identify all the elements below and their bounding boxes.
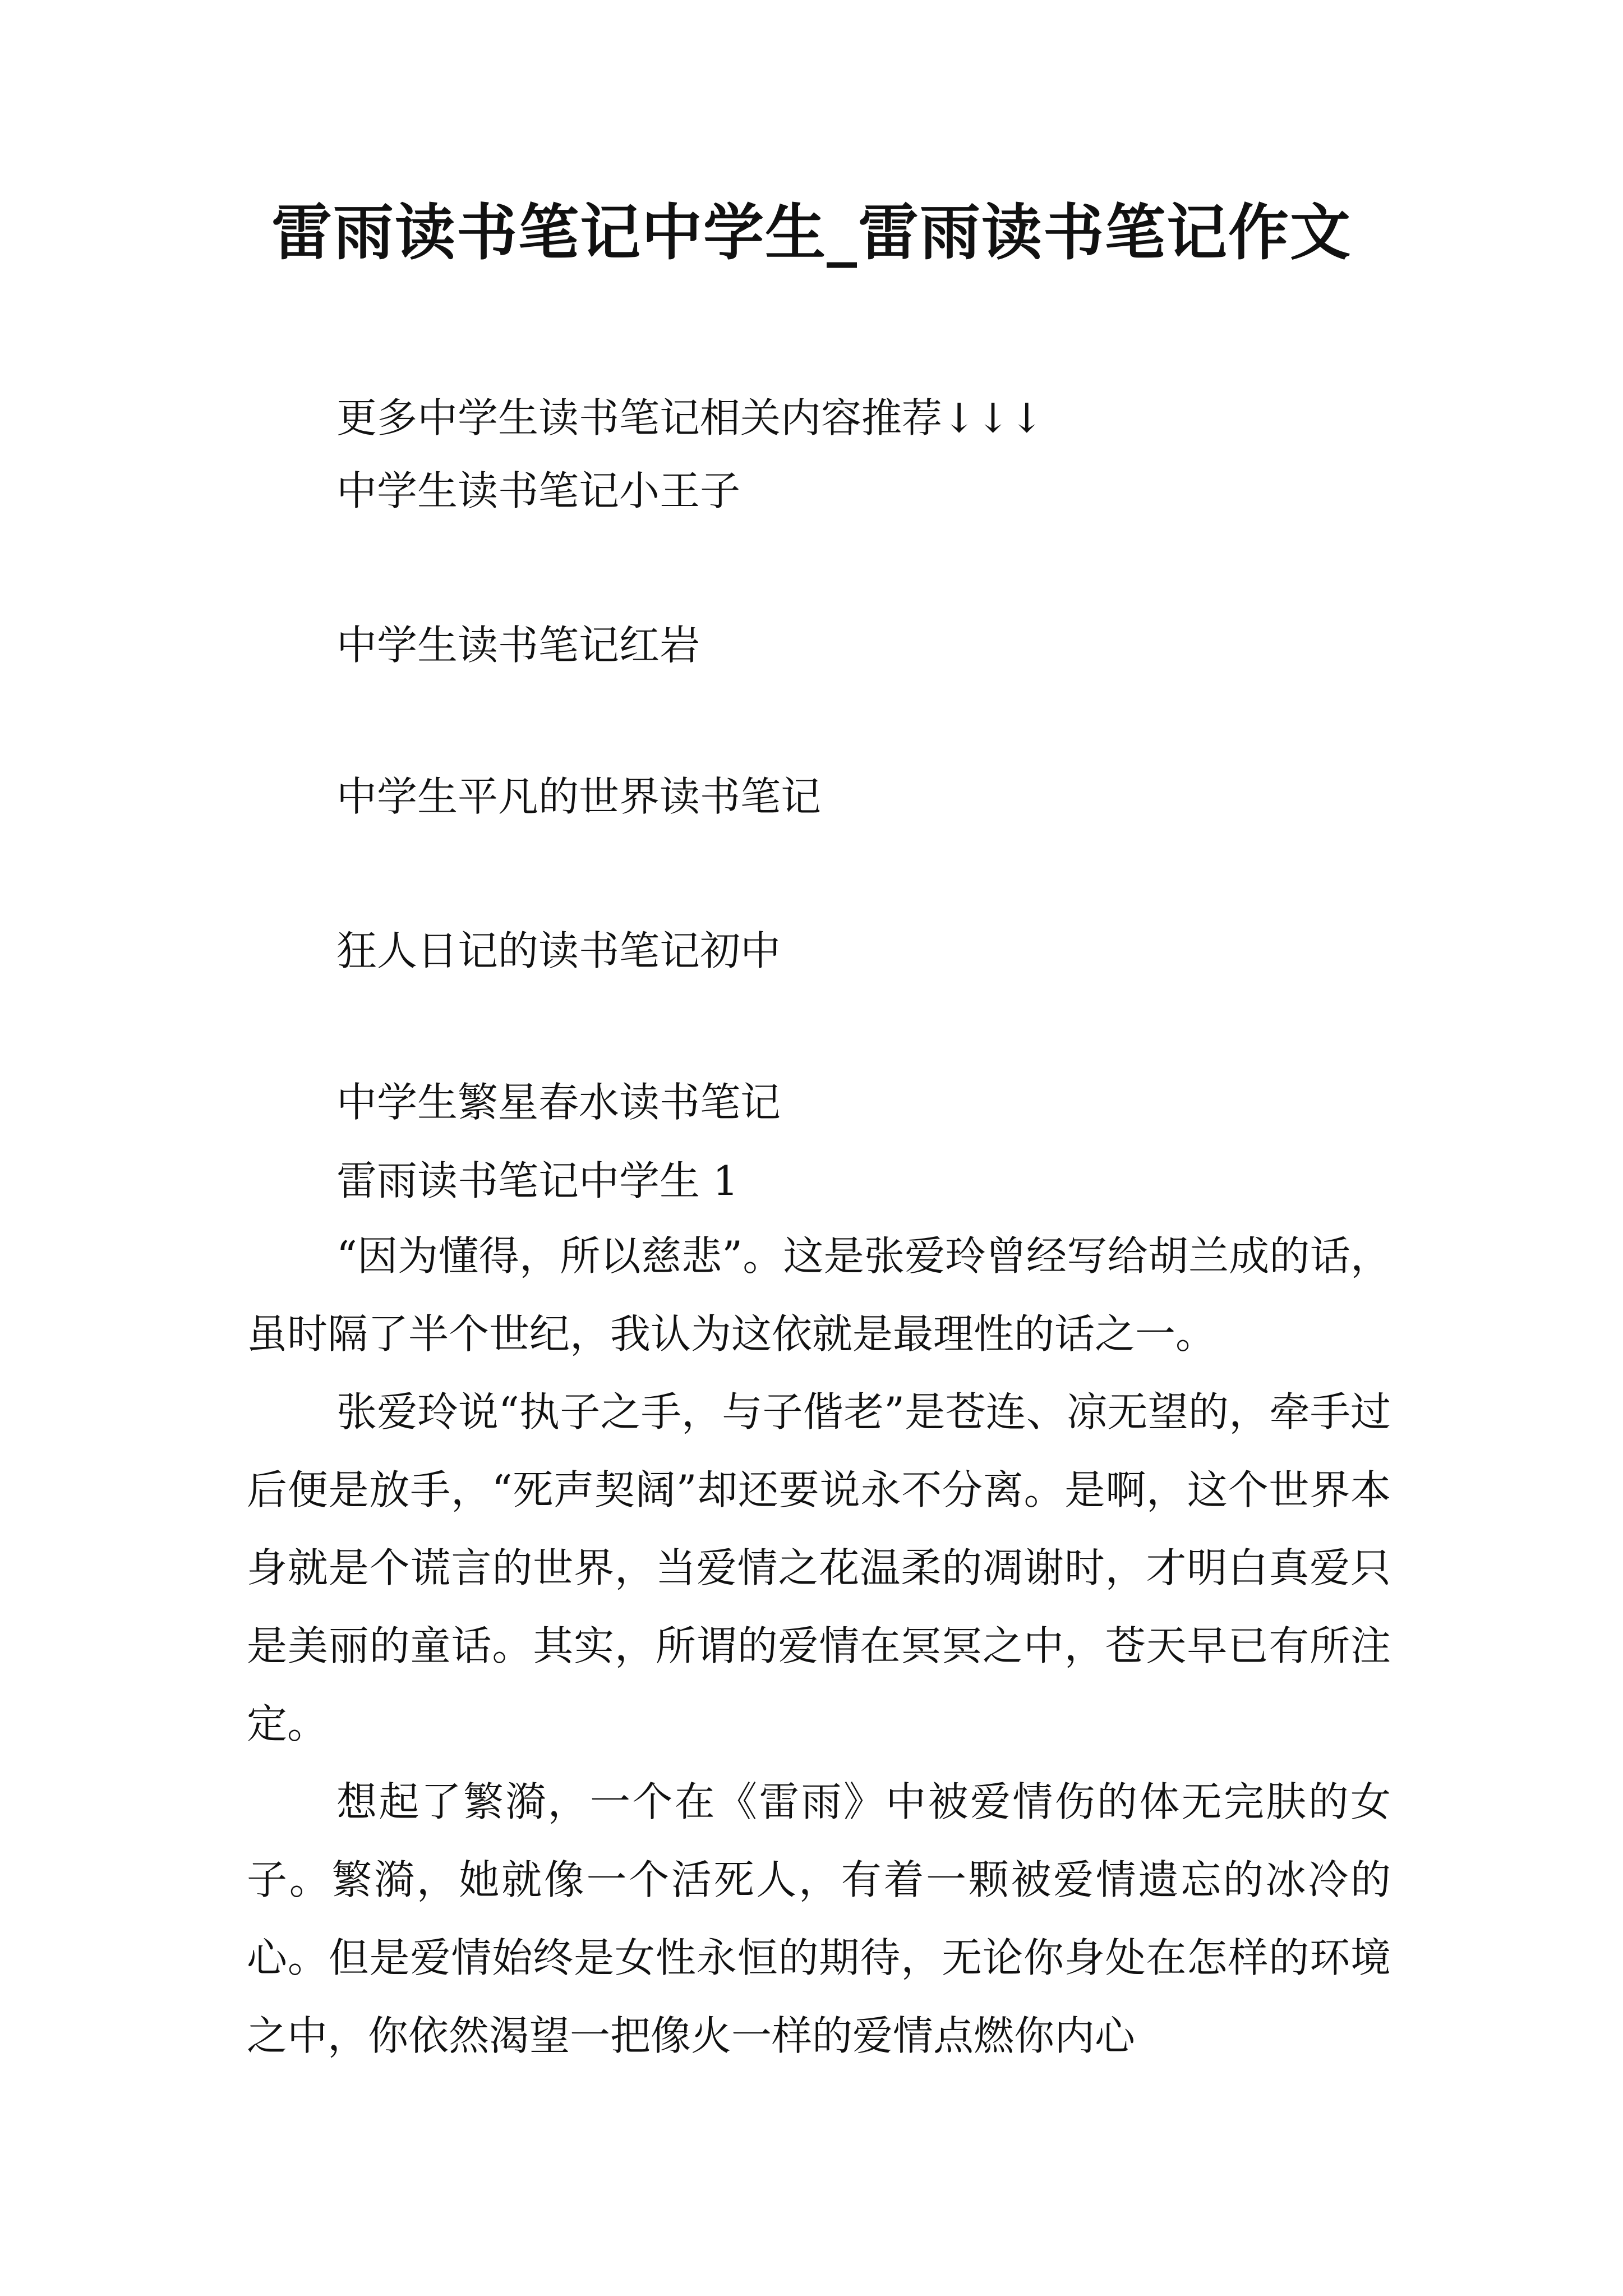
related-link-2[interactable]: 中学生读书笔记红岩 [336,622,700,669]
related-link-4[interactable]: 狂人日记的读书笔记初中 [336,927,781,974]
body-paragraph-2: 张爱玲说“执子之手，与子偕老”是苍连、凉无望的，牵手过后便是放手，“死声契阔”却还要说永不分离。是啊，这个世界本身就是个谎言的世界，当爱情之花温柔的凋谢时，才明白真爱只是美丽的童话。其实，所谓的爱情在冥冥之中，苍天早已有所注定。 [247,1388,1391,1747]
related-link-1[interactable]: 中学生读书笔记小王子 [336,467,741,514]
body-paragraph-1: “因为懂得，所以慈悲”。这是张爱玲曾经写给胡兰成的话，虽时隔了半个世纪，我认为这依就是最理性的话之一。 [247,1232,1391,1358]
related-link-3[interactable]: 中学生平凡的世界读书笔记 [336,773,822,820]
related-link-5[interactable]: 中学生繁星春水读书笔记 [336,1079,781,1126]
recommend-heading: 更多中学生读书笔记相关内容推荐↓↓↓ [336,394,1044,441]
section-title: 雷雨读书笔记中学生 1 [336,1157,739,1204]
body-paragraph-3: 想起了繁漪，一个在《雷雨》中被爱情伤的体无完肤的女子。繁漪，她就像一个活死人，有着一颗被爱情遗忘的冰冷的心。但是爱情始终是女性永恒的期待，无论你身处在怎样的环境之中，你依然渴望一把像火一样的爱情点燃你内心 [247,1778,1391,2059]
document-title: 雷雨读书笔记中学生_雷雨读书笔记作文 [271,197,1352,268]
